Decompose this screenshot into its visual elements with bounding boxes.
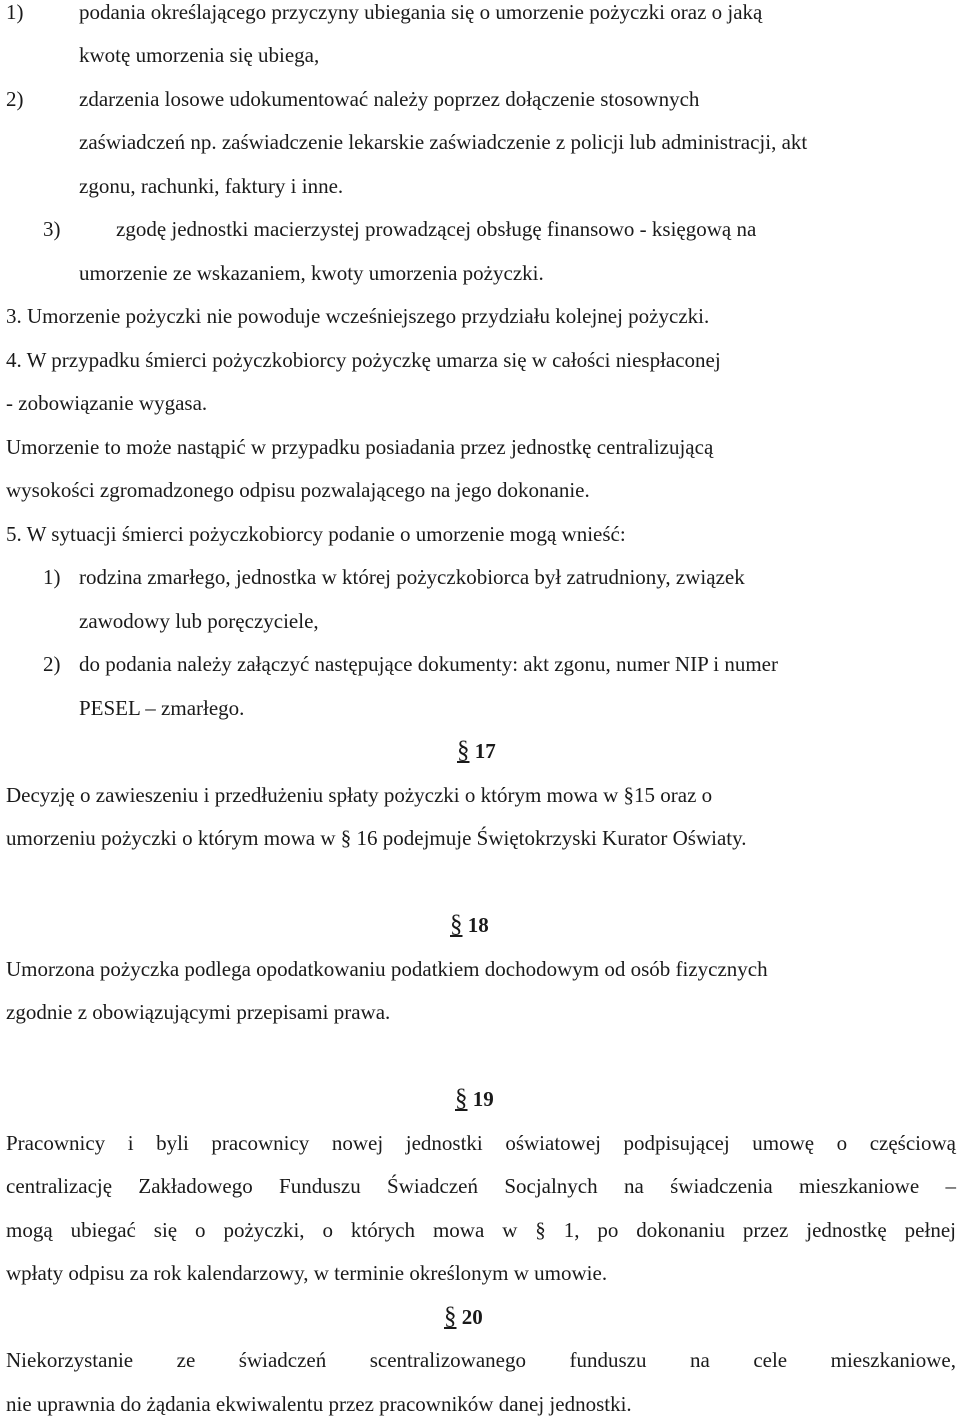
section-mark: §	[457, 737, 470, 764]
section-20-line-1: Niekorzystanie ze świadczeń scentralizowanego funduszu na cele mieszkaniowe,	[6, 1348, 956, 1372]
list-a-item-3-line-2: umorzenie ze wskazaniem, kwoty umorzenia pożyczki.	[79, 261, 544, 285]
section-mark: §	[444, 1303, 457, 1330]
section-19-line-3: mogą ubiegać się o pożyczki, o których mowa w § 1, po dokonaniu przez jednostkę pełnej	[6, 1218, 956, 1242]
section-20-number: 20	[461, 1305, 483, 1329]
section-19-number: 19	[472, 1087, 494, 1111]
list-a-item-2-line-2: zaświadczeń np. zaświadczenie lekarskie zaświadczenie z policji lub administracji, akt	[79, 130, 808, 154]
section-20-line-2: nie uprawnia do żądania ekwiwalentu przez pracowników danej jednostki.	[6, 1392, 632, 1416]
section-20-heading	[444, 1305, 483, 1329]
list-b-item-1-number: 1)	[43, 565, 61, 589]
list-a-item-3-number: 3)	[43, 217, 61, 241]
section-17-heading	[457, 739, 496, 763]
list-a-item-1-line-1: podania określającego przyczyny ubiegania się o umorzenie pożyczki oraz o jaką	[79, 0, 763, 24]
section-19-line-1: Pracownicy i byli pracownicy nowej jednostki oświatowej podpisującej umowę o częściową	[6, 1131, 956, 1155]
section-19-line-2: centralizację Zakładowego Funduszu Świadczeń Socjalnych na świadczenia mieszkaniowe –	[6, 1174, 956, 1198]
point-3: 3. Umorzenie pożyczki nie powoduje wcześniejszego przydziału kolejnej pożyczki.	[6, 304, 710, 328]
list-a-item-3-line-1: zgodę jednostki macierzystej prowadzącej obsługę finansowo - księgową na	[116, 217, 757, 241]
list-b-item-2-number: 2)	[43, 652, 61, 676]
point-4-line-2: - zobowiązanie wygasa.	[6, 391, 208, 415]
list-b-item-1-line-2: zawodowy lub poręczyciele,	[79, 609, 319, 633]
section-18-number: 18	[467, 913, 489, 937]
list-b-item-2-line-2: PESEL – zmarłego.	[79, 696, 245, 720]
section-19-line-4: wpłaty odpisu za rok kalendarzowy, w terminie określonym w umowie.	[6, 1261, 608, 1285]
list-a-item-1-number: 1)	[6, 0, 24, 24]
section-19-heading	[455, 1087, 494, 1111]
list-b-item-1-line-1: rodzina zmarłego, jednostka w której pożyczkobiorca był zatrudniony, związek	[79, 565, 745, 589]
paragraph-umorzenie-line-1: Umorzenie to może nastąpić w przypadku posiadania przez jednostkę centralizującą	[6, 435, 714, 459]
section-18-line-2: zgodnie z obowiązującymi przepisami prawa.	[6, 1000, 391, 1024]
paragraph-umorzenie-line-2: wysokości zgromadzonego odpisu pozwalającego na jego dokonanie.	[6, 478, 590, 502]
section-mark: §	[450, 911, 463, 938]
list-a-item-1-line-2: kwotę umorzenia się ubiega,	[79, 43, 320, 67]
section-17-line-1: Decyzję o zawieszeniu i przedłużeniu spłaty pożyczki o którym mowa w §15 oraz o	[6, 783, 713, 807]
section-17-number: 17	[474, 739, 496, 763]
section-18-heading	[450, 913, 489, 937]
section-17-line-2: umorzeniu pożyczki o którym mowa w § 16 podejmuje Świętokrzyski Kurator Oświaty.	[6, 826, 747, 850]
list-a-item-2-number: 2)	[6, 87, 24, 111]
list-b-item-2-line-1: do podania należy załączyć następujące dokumenty: akt zgonu, numer NIP i numer	[79, 652, 778, 676]
list-a-item-2-line-1: zdarzenia losowe udokumentować należy poprzez dołączenie stosownych	[79, 87, 700, 111]
list-a-item-2-line-3: zgonu, rachunki, faktury i inne.	[79, 174, 344, 198]
point-4-line-1: 4. W przypadku śmierci pożyczkobiorcy pożyczkę umarza się w całości niespłaconej	[6, 348, 721, 372]
point-5: 5. W sytuacji śmierci pożyczkobiorcy podanie o umorzenie mogą wnieść:	[6, 522, 626, 546]
section-mark: §	[455, 1085, 468, 1112]
section-18-line-1: Umorzona pożyczka podlega opodatkowaniu podatkiem dochodowym od osób fizycznych	[6, 957, 768, 981]
